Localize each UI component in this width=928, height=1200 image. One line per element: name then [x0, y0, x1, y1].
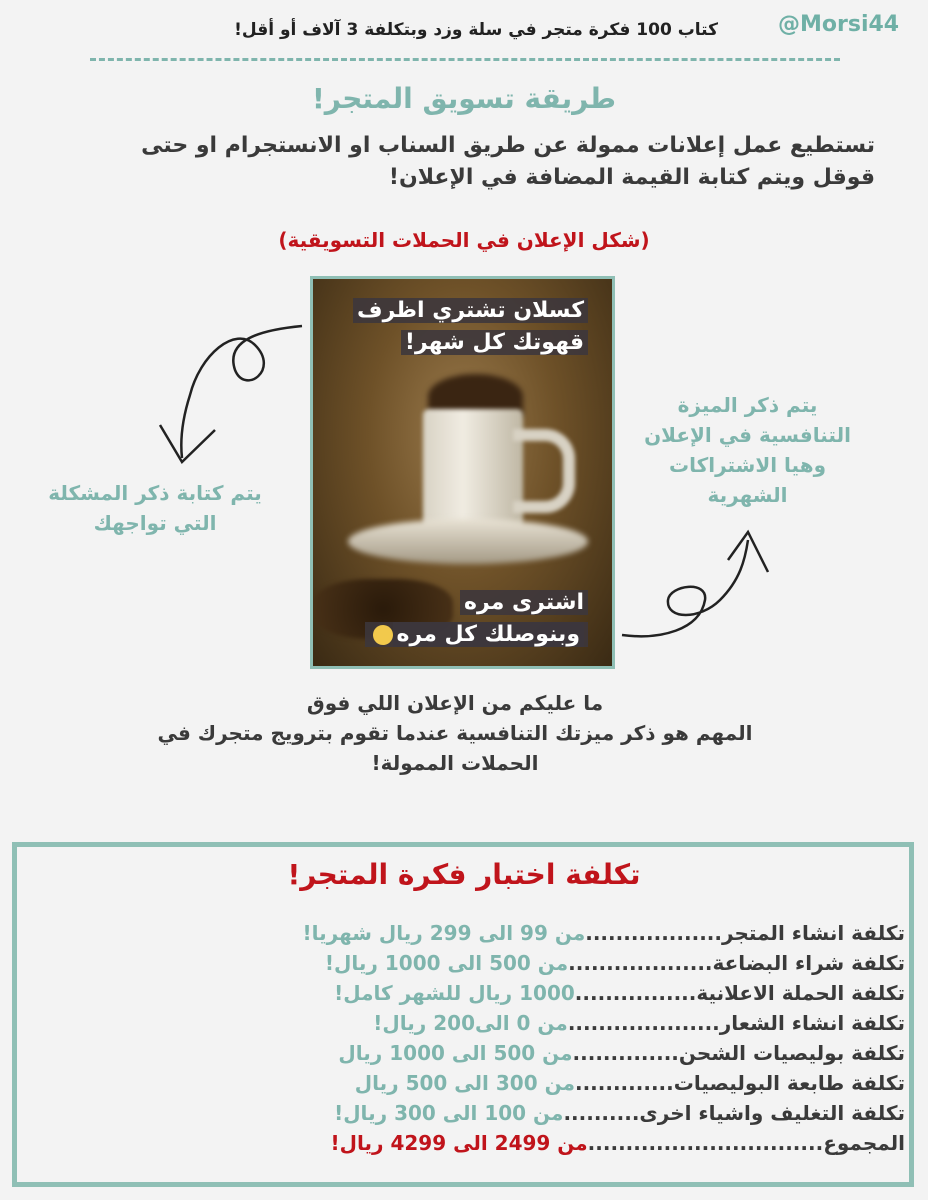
cost-label: تكلفة التغليف واشياء اخرى: [639, 1101, 905, 1125]
cost-dots: ..............: [572, 1041, 679, 1065]
cost-dots: ..................: [585, 921, 722, 945]
cost-label: تكلفة انشاء المتجر: [722, 921, 905, 945]
outro-paragraph: [90, 688, 820, 778]
cost-row: [30, 1098, 905, 1128]
intro-line: قوقل ويتم كتابة القيمة المضافة في الإعلان!: [388, 165, 875, 190]
cost-row: [30, 1008, 905, 1038]
cost-total-row: [30, 1128, 905, 1158]
cost-title: تكلفة اختبار فكرة المتجر!: [287, 858, 641, 891]
cost-dots: ....................: [567, 1011, 720, 1035]
competitive-advantage-note: [630, 390, 865, 510]
cost-row: [30, 978, 905, 1008]
cost-label: تكلفة بوليصيات الشحن: [678, 1041, 905, 1065]
problem-note: [20, 478, 290, 538]
note-line: الشهرية: [707, 483, 788, 507]
note-line: يتم ذكر الميزة: [677, 393, 818, 417]
intro-line: تستطيع عمل إعلانات ممولة عن طريق السناب او الانستجرام او حتى: [141, 133, 875, 158]
cost-dots: .............: [574, 1071, 674, 1095]
ad-headline-line: قهوتك كل شهر!: [401, 330, 588, 355]
note-line: التي تواجهك: [93, 511, 217, 535]
ad-caption: (شكل الإعلان في الحملات التسويقية): [278, 228, 650, 252]
cost-value: 1000 ريال للشهر كامل!: [334, 981, 575, 1005]
cost-value: من 300 الى 500 ريال: [354, 1071, 575, 1095]
cost-value: من 500 الى 1000 ريال: [338, 1041, 573, 1065]
cost-row: [30, 1068, 905, 1098]
outro-line: المهم هو ذكر ميزتك التنافسية عندما تقوم بترويج متجرك في: [157, 721, 753, 745]
note-line: التنافسية في الإعلان: [644, 423, 851, 447]
cost-row: [30, 918, 905, 948]
note-line: وهيا الاشتراكات: [668, 453, 827, 477]
cost-total-label: المجموع: [823, 1131, 905, 1155]
cost-value: من 99 الى 299 ريال شهريا!: [302, 921, 586, 945]
ad-headline-line: كسلان تشتري اظرف: [353, 298, 588, 323]
cost-total-value: من 2499 الى 4299 ريال!: [330, 1131, 588, 1155]
cost-value: من 100 الى 300 ريال!: [334, 1101, 564, 1125]
outro-line: الحملات الممولة!: [371, 751, 539, 775]
cost-value: من 0 الى200 ريال!: [373, 1011, 568, 1035]
left-arrow-head: [160, 425, 215, 462]
note-line: يتم كتابة ذكر المشكلة: [48, 481, 262, 505]
cost-dots: ...............................: [587, 1131, 824, 1155]
cost-label: تكلفة شراء البضاعة: [712, 951, 905, 975]
author-handle: @Morsi44: [778, 12, 900, 37]
ad-offer-line: اشترى مره: [460, 590, 588, 615]
cost-dots: ..........: [563, 1101, 640, 1125]
book-title: كتاب 100 فكرة متجر في سلة وزد وبتكلفة 3 آلاف أو أقل!: [234, 20, 718, 40]
right-arrow-head: [728, 532, 768, 572]
cost-value: من 500 الى 1000 ريال!: [324, 951, 569, 975]
cost-list: [30, 918, 905, 1158]
ad-offer-line: وبنوصلك كل مره: [393, 622, 584, 647]
outro-line: ما عليكم من الإعلان اللي فوق: [306, 691, 604, 715]
right-curly-arrow: [622, 540, 748, 636]
section-title: طريقة تسويق المتجر!: [312, 82, 616, 115]
cost-dots: ................: [574, 981, 697, 1005]
cost-label: تكلفة انشاء الشعار: [719, 1011, 905, 1035]
cost-label: تكلفة الحملة الاعلانية: [696, 981, 905, 1005]
cost-dots: ...................: [568, 951, 713, 975]
cost-label: تكلفة طابعة البوليصيات: [673, 1071, 905, 1095]
left-curly-arrow: [181, 326, 302, 458]
cost-row: [30, 948, 905, 978]
cost-row: [30, 1038, 905, 1068]
